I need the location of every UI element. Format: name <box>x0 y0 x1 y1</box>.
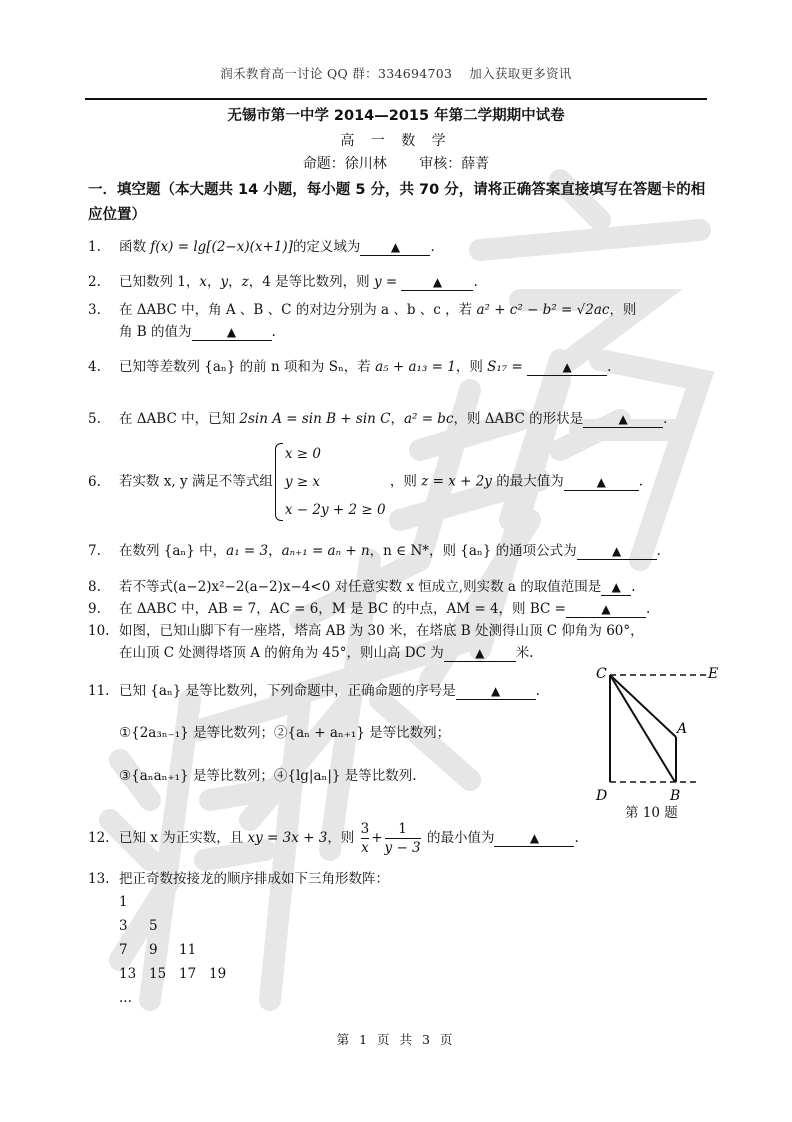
label-C: C <box>596 666 607 682</box>
question-11: 11. 已知 {aₙ} 是等比数列，下列命题中，正确命题的序号是 ▲ . ①{2a₃ₙ₋₁} 是等比数列；②{aₙ + aₙ₊₁} 是等比数列； ③{aₙaₙ₊₁} 是等比数列；④{lg|aₙ|} 是等比数列. <box>88 680 598 787</box>
fraction: $\frac{1}{y - 3}$ <box>384 821 421 856</box>
answer-blank[interactable]: ▲ <box>527 359 607 376</box>
answer-blank[interactable]: ▲ <box>564 474 639 491</box>
fraction: $\frac{3}{x}$ <box>360 821 370 856</box>
answer-blank[interactable]: ▲ <box>192 324 272 341</box>
answer-blank[interactable]: ▲ <box>577 543 657 560</box>
question-5: 5. 在 ΔABC 中，已知 2sin A = sin B + sin C，a² = bc，则 ΔABC 的形状是 ▲ . <box>88 411 668 427</box>
question-2: 2. 已知数列 1，x，y，z，4 是等比数列，则 y = ▲ . <box>88 274 478 290</box>
question-8: 8. 若不等式(a−2)x²−2(a−2)x−4<0 对任意实数 x 恒成立,则实数 a 的取值范围是 ▲ . <box>88 579 636 595</box>
answer-blank[interactable]: ▲ <box>456 683 536 700</box>
question-1: 1. 函数 f(x) = lg[(2−x)(x+1)]的定义域为 ▲ . <box>88 239 435 255</box>
question-10: 10. 如图，已知山脚下有一座塔，塔高 AB 为 30 米，在塔底 B 处测得山顶 C 仰角为 60°， 在山顶 C 处测得塔顶 A 的俯角为 45°，则山高 DC 为 ▲ 米. <box>88 623 644 661</box>
question-7: 7. 在数列 {aₙ} 中，a₁ = 3，aₙ₊₁ = aₙ + n，n ∈ N*，则 {aₙ} 的通项公式为 ▲ . <box>88 543 661 559</box>
answer-blank[interactable]: ▲ <box>360 239 430 256</box>
question-3: 3. 在 ΔABC 中，角 A 、B 、C 的对边分别为 a 、b 、c ，若 a² + c² − b² = √2ac，则 角 B 的值为 ▲ . <box>88 302 637 340</box>
question-6: 6. 若实数 x, y 满足不等式组 x ≥ 0 y ≥ x x − 2y + 2 ≥ 0 ，则 z = x + 2y 的最大值为 ▲ . <box>88 440 708 524</box>
answer-blank[interactable]: ▲ <box>601 579 631 596</box>
question-12: 12. 已知 x 为正实数，且 xy = 3x + 3，则 $\frac{3}{x}$ + $\frac{1}{y - 3}$ 的最小值为 ▲ . <box>88 821 579 856</box>
section-heading: 一．填空题（本大题共 14 小题，每小题 5 分，共 70 分，请将正确答案直接填写在答题卡的相应位置） <box>88 182 706 223</box>
answer-blank[interactable]: ▲ <box>583 411 663 428</box>
math-expression: f(x) = lg[(2−x)(x+1)] <box>150 239 293 255</box>
reviewer-label: 审核：薛菁 <box>419 156 490 172</box>
triangle-row-2: 3 5 <box>119 918 158 934</box>
label-A: A <box>677 721 688 737</box>
triangle-row-4: 13 15 17 19 <box>119 966 227 982</box>
label-E: E <box>708 666 719 682</box>
exam-title: 无锡市第一中学 2014—2015 年第二学期期中试卷 <box>227 108 565 124</box>
question-4: 4. 已知等差数列 {aₙ} 的前 n 项和为 Sₙ，若 a₅ + a₁₃ = 1，则 S₁₇ = ▲ . <box>88 359 612 375</box>
figure-caption: 第 10 题 <box>625 805 678 821</box>
question-11-options-2: ③{aₙaₙ₊₁} 是等比数列；④{lg|aₙ|} 是等比数列. <box>119 768 417 784</box>
exam-subject: 高 一 数 学 <box>340 133 452 149</box>
figure-q10-mountain-tower <box>590 660 730 825</box>
answer-blank[interactable]: ▲ <box>401 274 473 291</box>
header-note: 润禾教育高一讨论 QQ 群：334694703 加入获取更多资讯 <box>220 66 572 81</box>
label-B: B <box>670 788 681 804</box>
triangle-ellipsis: ... <box>119 990 132 1006</box>
author-label: 命题：徐川林 <box>302 156 387 172</box>
answer-blank[interactable]: ▲ <box>566 601 646 618</box>
answer-blank[interactable]: ▲ <box>444 645 516 662</box>
page-footer: 第 1 页 共 3 页 <box>336 1032 456 1047</box>
question-9: 9. 在 ΔABC 中，AB = 7，AC = 6，M 是 BC 的中点，AM = 4，则 BC = ▲ . <box>88 601 651 617</box>
triangle-row-1: 1 <box>119 894 128 910</box>
question-11-options-1: ①{2a₃ₙ₋₁} 是等比数列；②{aₙ + aₙ₊₁} 是等比数列； <box>119 725 451 741</box>
answer-blank[interactable]: ▲ <box>494 830 574 847</box>
odd-number-triangle <box>119 890 239 1010</box>
exam-authors <box>0 153 792 173</box>
header-divider <box>85 98 707 100</box>
label-D: D <box>596 788 608 804</box>
inequality-system: x ≥ 0 y ≥ x x − 2y + 2 ≥ 0 <box>273 440 390 524</box>
triangle-row-3: 7 9 11 <box>119 942 197 958</box>
question-13: 13. 把正奇数按接龙的顺序排成如下三角形数阵： <box>88 871 389 887</box>
